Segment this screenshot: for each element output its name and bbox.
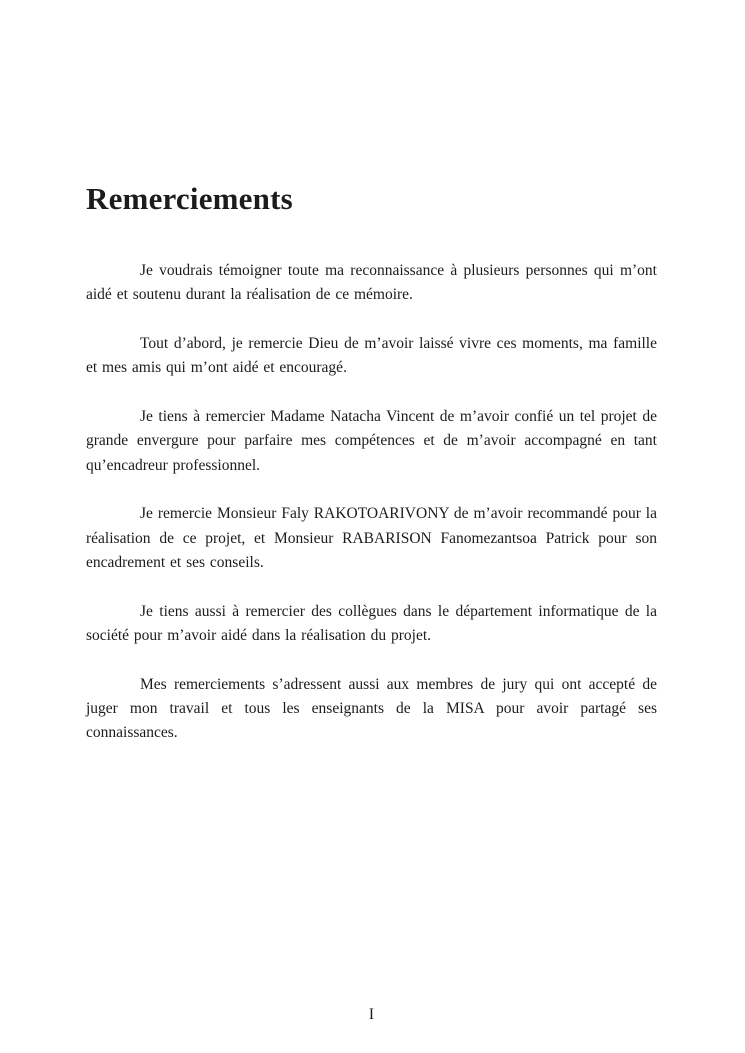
page-title: Remerciements [86,181,293,216]
paragraph-thanks-god-family: Tout d’abord, je remercie Dieu de m’avoir laissé vivre ces moments, ma famille et mes amis qui m’ont aidé et encouragé. [86,334,657,377]
paragraph-thanks-natacha-vincent: Je tiens à remercier Madame Natacha Vincent de m’avoir confié un tel projet de grande envergure pour parfaire mes compétences et de m’avoir accompagné en tant qu’encadreur professionnel. [86,407,657,474]
paragraph-thanks-supervisors: Je remercie Monsieur Faly RAKOTOARIVONY de m’avoir recommandé pour la réalisation de ce projet, et Monsieur RABARISON Fanomezantsoa Patrick pour son encadrement et ses conseils. [86,505,657,571]
page-content [86,181,657,770]
paragraph-acknowledgement-intro: Je voudrais témoigner toute ma reconnaissance à plusieurs personnes qui m’ont aidé et soutenu durant la réalisation de ce mémoire. [86,262,657,304]
paragraph-thanks-jury-teachers: Mes remerciements s’adressent aussi aux membres de jury qui ont accepté de juger mon travail et tous les enseignants de la MISA pour avoir partagé ses connaissances. [86,675,657,742]
page-number: I [368,1006,375,1023]
paragraph-thanks-colleagues: Je tiens aussi à remercier des collègues dans le département informatique de la société pour m’avoir aidé dans la réalisation du projet. [86,602,657,644]
